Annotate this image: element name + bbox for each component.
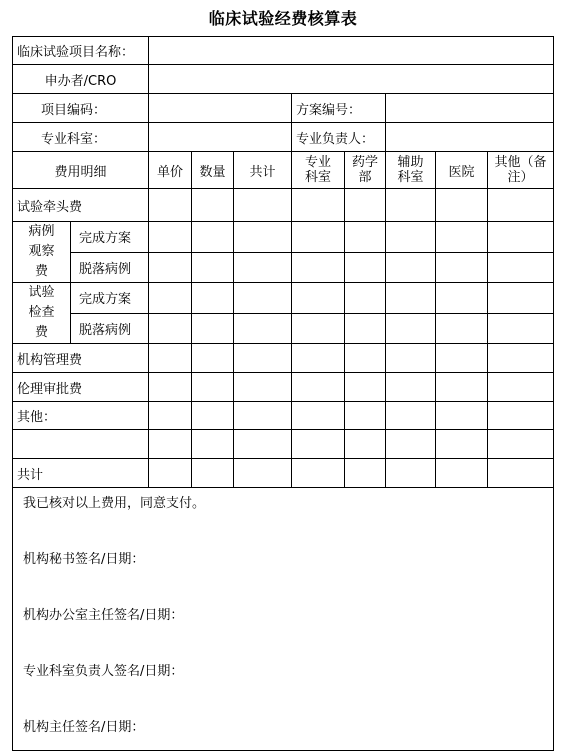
cell[interactable]: [192, 252, 234, 283]
cell[interactable]: [345, 189, 386, 222]
col-specialty-dept: 专业科室: [292, 152, 345, 189]
agreement-statement: 我已核对以上费用，同意支付。: [23, 496, 206, 511]
cell[interactable]: [345, 344, 386, 373]
cell[interactable]: [345, 402, 386, 430]
cell[interactable]: [386, 459, 436, 488]
completed-protocol-label: 完成方案: [71, 283, 149, 314]
protocol-no-label: 方案编号：: [292, 94, 386, 123]
cell[interactable]: [488, 430, 554, 459]
cell[interactable]: [488, 402, 554, 430]
cell[interactable]: [149, 313, 192, 344]
institution-mgmt-fee-label: 机构管理费: [13, 344, 149, 373]
col-fee-detail: 费用明细: [13, 152, 149, 189]
cell[interactable]: [192, 344, 234, 373]
cell[interactable]: [386, 189, 436, 222]
cell[interactable]: [149, 222, 192, 253]
lead-fee-label: 试验牵头费: [13, 189, 149, 222]
row-total: [13, 459, 554, 488]
col-hospital: 医院: [436, 152, 488, 189]
cell[interactable]: [436, 459, 488, 488]
cell[interactable]: [488, 344, 554, 373]
row-institution-mgmt-fee: [13, 344, 554, 373]
cell[interactable]: [436, 402, 488, 430]
cell[interactable]: [234, 459, 292, 488]
cell[interactable]: [149, 459, 192, 488]
cell[interactable]: [386, 373, 436, 402]
row-sponsor: [13, 65, 554, 94]
cell[interactable]: [234, 344, 292, 373]
cell[interactable]: [192, 222, 234, 253]
cell[interactable]: [386, 252, 436, 283]
department-label: 专业科室：: [13, 123, 149, 152]
cell[interactable]: [386, 283, 436, 314]
cell[interactable]: [292, 344, 345, 373]
cell[interactable]: [292, 373, 345, 402]
other-label: 其他：: [13, 402, 149, 430]
case-observation-fee-label: 病例观察费: [13, 222, 71, 283]
cell[interactable]: [386, 430, 436, 459]
cell[interactable]: [345, 222, 386, 253]
sponsor-field[interactable]: [149, 65, 554, 94]
col-pharmacy-dept: 药学部: [345, 152, 386, 189]
row-ethics-review-fee: [13, 373, 554, 402]
project-name-label: 临床试验项目名称：: [13, 37, 149, 65]
cell[interactable]: [149, 283, 192, 314]
cell[interactable]: [292, 189, 345, 222]
cell[interactable]: [192, 402, 234, 430]
row-test-exam-completed: [13, 283, 554, 314]
cell[interactable]: [488, 373, 554, 402]
cell[interactable]: [386, 222, 436, 253]
cell[interactable]: [234, 313, 292, 344]
cell[interactable]: [345, 252, 386, 283]
completed-protocol-label: 完成方案: [71, 222, 149, 253]
cell[interactable]: [436, 344, 488, 373]
column-header-row: [13, 152, 554, 189]
col-unit-price: 单价: [149, 152, 192, 189]
cell[interactable]: [292, 459, 345, 488]
ethics-review-fee-label: 伦理审批费: [13, 373, 149, 402]
cell[interactable]: [234, 402, 292, 430]
cell[interactable]: [234, 430, 292, 459]
row-case-obs-dropout: [13, 252, 554, 283]
cell[interactable]: [292, 313, 345, 344]
sponsor-label: 申办者/CRO: [13, 65, 149, 94]
cell[interactable]: [192, 189, 234, 222]
cell[interactable]: [192, 459, 234, 488]
row-signatures: [13, 488, 554, 751]
cell[interactable]: [234, 283, 292, 314]
row-other: [13, 402, 554, 430]
dropout-case-label: 脱落病例: [71, 252, 149, 283]
cell[interactable]: [436, 373, 488, 402]
test-exam-fee-label: 试验检查费: [13, 283, 71, 344]
cell[interactable]: [234, 373, 292, 402]
cell[interactable]: [436, 222, 488, 253]
department-field[interactable]: [149, 123, 292, 152]
cell[interactable]: [234, 222, 292, 253]
cell[interactable]: [292, 283, 345, 314]
cell[interactable]: [149, 430, 192, 459]
cell[interactable]: [386, 402, 436, 430]
col-quantity: 数量: [192, 152, 234, 189]
cell[interactable]: [149, 344, 192, 373]
cell[interactable]: [488, 313, 554, 344]
cell[interactable]: [192, 373, 234, 402]
institution-director-signature-line[interactable]: 机构主任签名/日期：: [23, 720, 145, 735]
cell[interactable]: [436, 189, 488, 222]
cell[interactable]: [345, 283, 386, 314]
cell[interactable]: [149, 252, 192, 283]
dept-lead-label: 专业负责人：: [292, 123, 386, 152]
cell[interactable]: [292, 402, 345, 430]
row-other-blank: [13, 430, 554, 459]
cell[interactable]: [488, 283, 554, 314]
col-auxiliary-dept: 辅助科室: [386, 152, 436, 189]
cell[interactable]: [234, 252, 292, 283]
dropout-case-label: 脱落病例: [71, 313, 149, 344]
cell[interactable]: [436, 313, 488, 344]
cell[interactable]: [386, 344, 436, 373]
cell[interactable]: [149, 373, 192, 402]
cell[interactable]: [488, 222, 554, 253]
cell[interactable]: [488, 459, 554, 488]
cell[interactable]: [149, 189, 192, 222]
col-other-remarks: 其他（备注）: [488, 152, 554, 189]
other-blank-field[interactable]: [13, 430, 149, 459]
document-title: 临床试验经费核算表: [208, 9, 358, 28]
cell[interactable]: [149, 402, 192, 430]
cell[interactable]: [292, 430, 345, 459]
cell[interactable]: [192, 430, 234, 459]
row-case-obs-completed: [13, 222, 554, 253]
cell[interactable]: [436, 430, 488, 459]
total-label: 共计: [13, 459, 149, 488]
budget-table: [12, 36, 554, 751]
col-total: 共计: [234, 152, 292, 189]
cell[interactable]: [436, 252, 488, 283]
project-code-field[interactable]: [149, 94, 292, 123]
office-director-signature-line[interactable]: 机构办公室主任签名/日期：: [23, 608, 184, 623]
project-code-label: 项目编码：: [13, 94, 149, 123]
row-project-code: [13, 94, 554, 123]
row-test-exam-dropout: [13, 313, 554, 344]
cell[interactable]: [345, 313, 386, 344]
secretary-signature-line[interactable]: 机构秘书签名/日期：: [23, 552, 145, 567]
row-department: [13, 123, 554, 152]
project-name-field[interactable]: [149, 37, 554, 65]
dept-lead-field[interactable]: [386, 123, 554, 152]
dept-lead-signature-line[interactable]: 专业科室负责人签名/日期：: [23, 664, 184, 679]
cell[interactable]: [386, 313, 436, 344]
row-lead-fee: [13, 189, 554, 222]
cell[interactable]: [488, 252, 554, 283]
cell[interactable]: [345, 430, 386, 459]
signature-block: [13, 488, 554, 751]
cell[interactable]: [292, 252, 345, 283]
cell[interactable]: [234, 189, 292, 222]
cell[interactable]: [488, 189, 554, 222]
cell[interactable]: [292, 222, 345, 253]
cell[interactable]: [345, 373, 386, 402]
protocol-no-field[interactable]: [386, 94, 554, 123]
cell[interactable]: [345, 459, 386, 488]
cell[interactable]: [192, 313, 234, 344]
row-project-name: [13, 37, 554, 65]
cell[interactable]: [436, 283, 488, 314]
cell[interactable]: [192, 283, 234, 314]
